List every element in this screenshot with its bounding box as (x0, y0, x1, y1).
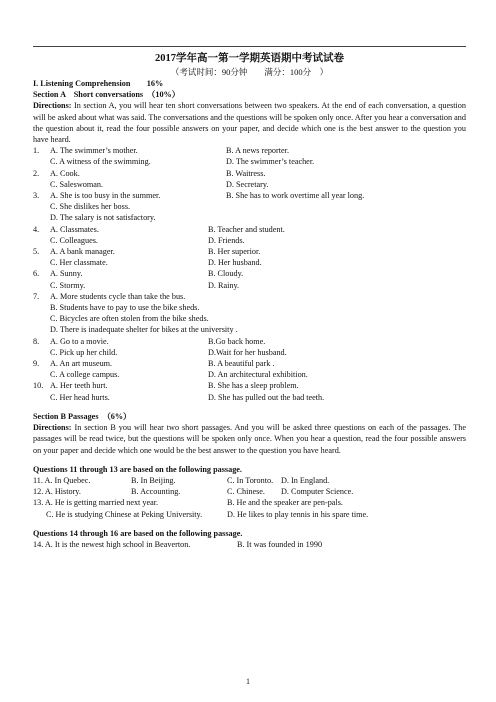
directions-text: In section A, you will hear ten short conversations between two speakers. At the end of each conversation, a question will be asked about what was said. The conversations and the questions will be spoken only once. After you hear a conversation and the question about it, read the four possible answers on your paper, and decide which one is the best answer to the question you have heard. (33, 101, 466, 145)
section-a-heading: Section A Short conversations （10%） (33, 90, 180, 100)
option-c: C. A college campus. (50, 370, 120, 380)
option-b: B. Teacher and student. (208, 224, 285, 234)
part-heading: I. Listening Comprehension 16% (33, 79, 164, 88)
question-number: 2. (33, 168, 40, 178)
option-a: A. She is too busy in the summer. (50, 191, 161, 201)
option-a: A. Go to a movie. (50, 336, 109, 346)
option-b: B. Her superior. (208, 247, 261, 257)
option-d: D. An architectural exhibition. (208, 370, 308, 380)
option-a: A. Classmates. (50, 224, 99, 234)
question-item (33, 291, 466, 302)
option-c: C. A witness of the swimming. (50, 157, 151, 167)
option-d: D. In England. (281, 475, 330, 485)
directions-text: In section B you will hear two short passages. And you will be asked three questions on each of the passages. The passages will be read twice, but the questions will be spoken only once. When you hear a question, read the four possible answers on your paper and decide which one would be the best answer to the question you have heard. (33, 423, 466, 455)
option-d: D. He likes to play tennis in his spare time. (227, 509, 369, 519)
option-c: C. Saleswoman. (50, 179, 103, 189)
question-number: 7. (33, 291, 40, 301)
question-item-cont (33, 235, 466, 246)
option-c: C. Chinese. (227, 487, 265, 497)
option-b: B. He and the speaker are pen-pals. (227, 498, 343, 508)
question-item-cont (33, 509, 466, 520)
option-a: A. Sunny. (50, 269, 83, 279)
question-item (33, 539, 466, 550)
option-b: B. A news reporter. (226, 146, 289, 156)
option-b: B. Students have to pay to use the bike sheds. (50, 303, 200, 313)
option-c: C. Her classmate. (50, 258, 108, 268)
question-item (33, 380, 466, 391)
option-d: D. Her husband. (208, 258, 262, 268)
passage-heading: Questions 11 through 13 are based on the following passage. (33, 464, 242, 474)
exam-page (33, 46, 466, 550)
directions-label: Directions: (33, 101, 72, 111)
question-item (33, 190, 466, 201)
option-b: B. Cloudy. (208, 269, 244, 279)
option-a: A. More students cycle than take the bus. (50, 291, 186, 301)
option-a: A. An art museum. (50, 359, 113, 369)
option-c: C. Her head hurts. (50, 392, 110, 402)
option-b: B. It was founded in 1990 (237, 539, 323, 549)
option-b: B. Waitress. (226, 168, 266, 178)
option-d: D. She has pulled out the bad teeth. (208, 392, 325, 402)
option-d: D. Friends. (208, 235, 245, 245)
question-number: 5. (33, 247, 40, 257)
section-a-directions (33, 100, 466, 145)
option-b: B. In Beijing. (131, 475, 176, 485)
question-item-cont (33, 179, 466, 190)
option-b: B.Go back home. (208, 336, 266, 346)
option-b: B. A beautiful park . (208, 359, 275, 369)
question-item-cont (33, 280, 466, 291)
option-d: D.Wait for her husband. (208, 347, 287, 357)
section-b-heading: Section B Passages （6%） (33, 411, 132, 421)
question-item (33, 497, 466, 508)
section-b-directions (33, 422, 466, 456)
option-d: D. Rainy. (208, 280, 240, 290)
option-a: A. The swimmer’s mother. (50, 146, 138, 156)
question-number: 9. (33, 359, 40, 369)
question-item (33, 246, 466, 257)
option-c: C. She dislikes her boss. (50, 202, 131, 212)
question-item (33, 268, 466, 279)
question-item-cont (33, 369, 466, 380)
option-d: D. Computer Science. (281, 487, 354, 497)
exam-title: 2017学年高一第一学期英语期中考试试卷 (155, 53, 344, 64)
question-item-cont (33, 156, 466, 167)
option-d: D. Secretary. (226, 179, 269, 189)
question-number: 1. (33, 146, 40, 156)
question-item (33, 168, 466, 179)
question-number: 10. (33, 381, 44, 391)
question-number: 8. (33, 336, 40, 346)
option-a: 12. A. History. (33, 487, 81, 497)
question-number: 4. (33, 224, 40, 234)
option-c: C. In Toronto. (227, 475, 274, 485)
option-d: D. The swimmer’s teacher. (226, 157, 315, 167)
option-a: 14. A. It is the newest high school in Beaverton. (33, 539, 191, 549)
option-a: A. A bank manager. (50, 247, 115, 257)
question-item (33, 145, 466, 156)
question-item (33, 336, 466, 347)
option-a: A. Cook. (50, 168, 80, 178)
option-c: C. Pick up her child. (50, 347, 118, 357)
option-c: C. Bicycles are often stolen from the bike sheds. (50, 314, 209, 324)
exam-subtitle: （考试时间：90分钟 满分：100分 ） (170, 67, 329, 77)
page-number: 1 (246, 677, 250, 686)
question-number: 3. (33, 191, 40, 201)
option-a: 13. A. He is getting married next year. (33, 498, 159, 508)
option-c: C. Colleagues. (50, 235, 98, 245)
option-c: C. He is studying Chinese at Peking University. (46, 509, 203, 519)
option-a: A. Her teeth hurt. (50, 381, 108, 391)
option-d: D. There is inadequate shelter for bikes at the university . (50, 325, 238, 335)
question-item-cont (33, 257, 466, 268)
option-b: B. Accounting. (131, 487, 181, 497)
question-item (33, 486, 466, 497)
option-d: D. The salary is not satisfactory. (50, 213, 156, 223)
option-c: C. Stormy. (50, 280, 86, 290)
directions-label: Directions: (33, 423, 72, 433)
option-a: 11. A. In Quebec. (33, 475, 91, 485)
question-item (33, 224, 466, 235)
question-item (33, 475, 466, 486)
passage-heading: Questions 14 through 16 are based on the following passage. (33, 528, 243, 538)
question-item-cont (33, 347, 466, 358)
option-b: B. She has a sleep problem. (208, 381, 299, 391)
option-b: B. She has to work overtime all year long. (226, 191, 365, 201)
question-item-cont (33, 392, 466, 403)
question-number: 6. (33, 269, 40, 279)
question-item (33, 358, 466, 369)
